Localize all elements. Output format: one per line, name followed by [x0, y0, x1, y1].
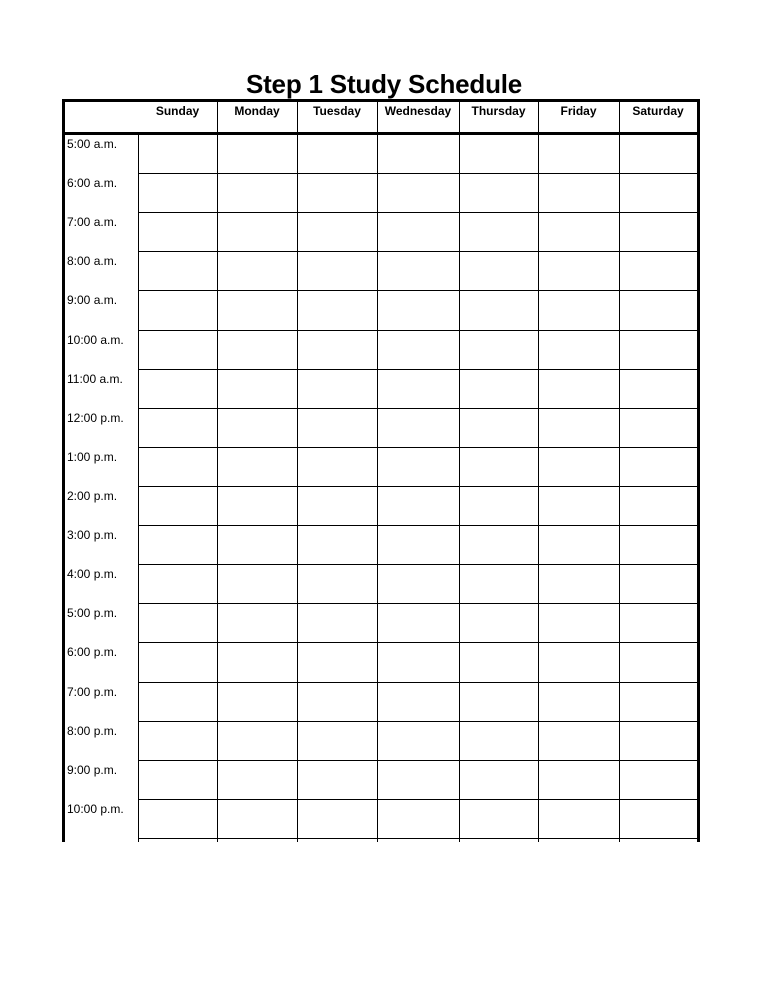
schedule-cell[interactable]: [539, 291, 619, 329]
schedule-cell[interactable]: [620, 448, 697, 486]
schedule-cell[interactable]: [539, 135, 619, 173]
schedule-cell[interactable]: [218, 683, 297, 721]
schedule-cell[interactable]: [460, 370, 538, 408]
schedule-cell[interactable]: [539, 800, 619, 838]
time-label: 7:00 p.m.: [67, 684, 118, 699]
schedule-cell[interactable]: [539, 722, 619, 760]
schedule-cell[interactable]: [378, 683, 459, 721]
schedule-cell[interactable]: [620, 331, 697, 369]
study-schedule-table: [62, 99, 700, 842]
schedule-cell[interactable]: [298, 409, 377, 447]
schedule-cell[interactable]: [539, 213, 619, 251]
schedule-cell[interactable]: [298, 800, 377, 838]
schedule-cell[interactable]: [378, 213, 459, 251]
time-label: 9:00 a.m.: [67, 293, 118, 308]
time-label: 10:00 p.m.: [67, 801, 124, 816]
schedule-cell[interactable]: [218, 604, 297, 642]
time-label: 12:00 p.m.: [67, 410, 124, 425]
schedule-cell[interactable]: [298, 252, 377, 290]
time-label: 5:00 a.m.: [67, 137, 118, 151]
time-label: 6:00 p.m.: [67, 645, 118, 660]
schedule-cell[interactable]: [298, 213, 377, 251]
schedule-cell[interactable]: [620, 526, 697, 564]
schedule-cell[interactable]: [460, 526, 538, 564]
schedule-cell[interactable]: [460, 604, 538, 642]
schedule-cell[interactable]: [378, 565, 459, 603]
time-label: 11:00 a.m.: [67, 371, 123, 386]
schedule-cell[interactable]: [378, 604, 459, 642]
schedule-cell[interactable]: [620, 409, 697, 447]
schedule-cell[interactable]: [139, 643, 217, 681]
schedule-cell[interactable]: [620, 761, 697, 799]
schedule-cell[interactable]: [539, 565, 619, 603]
schedule-cell[interactable]: [378, 526, 459, 564]
schedule-cell[interactable]: [378, 643, 459, 681]
schedule-cell[interactable]: [539, 331, 619, 369]
schedule-cell[interactable]: [460, 761, 538, 799]
schedule-cell[interactable]: [620, 683, 697, 721]
schedule-cell[interactable]: [460, 213, 538, 251]
schedule-cell[interactable]: [298, 565, 377, 603]
schedule-cell[interactable]: [539, 761, 619, 799]
schedule-cell[interactable]: [539, 487, 619, 525]
schedule-cell[interactable]: [460, 135, 538, 173]
schedule-cell[interactable]: [378, 761, 459, 799]
schedule-cell[interactable]: [620, 487, 697, 525]
time-label: 4:00 p.m.: [67, 567, 118, 582]
schedule-cell[interactable]: [460, 683, 538, 721]
time-label: 1:00 p.m.: [67, 449, 118, 464]
schedule-cell[interactable]: [460, 291, 538, 329]
schedule-cell[interactable]: [218, 174, 297, 212]
schedule-cell[interactable]: [460, 174, 538, 212]
schedule-cell[interactable]: [539, 526, 619, 564]
schedule-cell[interactable]: [298, 370, 377, 408]
schedule-cell[interactable]: [139, 409, 217, 447]
schedule-cell[interactable]: [139, 800, 217, 838]
schedule-cell[interactable]: [218, 252, 297, 290]
time-label: 2:00 p.m.: [67, 488, 118, 503]
schedule-cell[interactable]: [378, 448, 459, 486]
schedule-cell[interactable]: [620, 604, 697, 642]
schedule-cell[interactable]: [139, 135, 217, 173]
schedule-cell[interactable]: [139, 487, 217, 525]
time-label: 3:00 p.m.: [67, 528, 118, 543]
schedule-cell[interactable]: [378, 487, 459, 525]
schedule-cell[interactable]: [460, 252, 538, 290]
schedule-cell[interactable]: [298, 722, 377, 760]
schedule-cell[interactable]: [539, 683, 619, 721]
schedule-cell[interactable]: [298, 683, 377, 721]
day-header-wednesday: Wednesday: [384, 104, 452, 118]
schedule-cell[interactable]: [620, 722, 697, 760]
day-header-friday: Friday: [560, 104, 597, 118]
schedule-cell[interactable]: [139, 291, 217, 329]
schedule-cell[interactable]: [218, 643, 297, 681]
schedule-cell[interactable]: [218, 565, 297, 603]
schedule-cell[interactable]: [378, 174, 459, 212]
day-header-sunday: Sunday: [155, 104, 200, 118]
schedule-cell[interactable]: [139, 683, 217, 721]
schedule-cell[interactable]: [539, 643, 619, 681]
schedule-cell[interactable]: [460, 565, 538, 603]
schedule-cell[interactable]: [218, 331, 297, 369]
schedule-cell[interactable]: [378, 252, 459, 290]
schedule-cell[interactable]: [378, 331, 459, 369]
schedule-cell[interactable]: [139, 722, 217, 760]
schedule-cell[interactable]: [460, 487, 538, 525]
schedule-cell[interactable]: [539, 174, 619, 212]
schedule-cell[interactable]: [378, 291, 459, 329]
row-divider: [138, 838, 697, 839]
schedule-cell[interactable]: [378, 722, 459, 760]
page-title: Step 1 Study Schedule: [245, 69, 523, 99]
schedule-cell[interactable]: [298, 448, 377, 486]
schedule-cell[interactable]: [620, 800, 697, 838]
schedule-cell[interactable]: [460, 331, 538, 369]
schedule-cell[interactable]: [460, 800, 538, 838]
schedule-cell[interactable]: [620, 213, 697, 251]
schedule-cell[interactable]: [378, 370, 459, 408]
schedule-cell[interactable]: [218, 409, 297, 447]
schedule-cell[interactable]: [460, 409, 538, 447]
time-label: 7:00 a.m.: [67, 215, 118, 230]
schedule-cell[interactable]: [298, 135, 377, 173]
schedule-cell[interactable]: [620, 252, 697, 290]
time-label: 10:00 a.m.: [67, 332, 124, 347]
schedule-cell[interactable]: [218, 722, 297, 760]
schedule-cell[interactable]: [539, 252, 619, 290]
schedule-cell[interactable]: [378, 800, 459, 838]
schedule-cell[interactable]: [539, 448, 619, 486]
schedule-cell[interactable]: [139, 604, 217, 642]
schedule-cell[interactable]: [620, 370, 697, 408]
table-right-border: [697, 99, 700, 842]
schedule-cell[interactable]: [620, 291, 697, 329]
schedule-cell[interactable]: [298, 291, 377, 329]
schedule-cell[interactable]: [218, 370, 297, 408]
day-header-monday: Monday: [234, 104, 280, 118]
table-left-border: [62, 99, 65, 842]
schedule-cell[interactable]: [139, 761, 217, 799]
time-label: 8:00 a.m.: [67, 254, 118, 269]
schedule-cell[interactable]: [218, 761, 297, 799]
schedule-cell[interactable]: [139, 331, 217, 369]
schedule-cell[interactable]: [298, 643, 377, 681]
schedule-cell[interactable]: [139, 213, 217, 251]
schedule-cell[interactable]: [620, 135, 697, 173]
schedule-cell[interactable]: [298, 761, 377, 799]
schedule-cell[interactable]: [139, 174, 217, 212]
schedule-cell[interactable]: [539, 604, 619, 642]
schedule-cell[interactable]: [539, 370, 619, 408]
schedule-cell[interactable]: [218, 487, 297, 525]
day-header-tuesday: Tuesday: [313, 104, 361, 118]
schedule-cell[interactable]: [218, 800, 297, 838]
schedule-cell[interactable]: [460, 722, 538, 760]
schedule-cell[interactable]: [460, 448, 538, 486]
time-label: 6:00 a.m.: [67, 176, 118, 191]
schedule-cell[interactable]: [218, 135, 297, 173]
schedule-cell[interactable]: [139, 448, 217, 486]
schedule-cell[interactable]: [298, 526, 377, 564]
schedule-cell[interactable]: [378, 409, 459, 447]
schedule-cell[interactable]: [298, 174, 377, 212]
schedule-cell[interactable]: [218, 526, 297, 564]
schedule-cell[interactable]: [218, 291, 297, 329]
schedule-cell[interactable]: [218, 448, 297, 486]
schedule-cell[interactable]: [620, 643, 697, 681]
day-header-thursday: Thursday: [471, 104, 526, 118]
schedule-cell[interactable]: [218, 213, 297, 251]
time-label: 8:00 p.m.: [67, 723, 118, 738]
schedule-cell[interactable]: [378, 135, 459, 173]
schedule-cell[interactable]: [139, 252, 217, 290]
day-header-saturday: Saturday: [632, 104, 684, 118]
schedule-cell[interactable]: [298, 604, 377, 642]
schedule-cell[interactable]: [139, 370, 217, 408]
schedule-cell[interactable]: [620, 174, 697, 212]
schedule-cell[interactable]: [139, 526, 217, 564]
time-label: 5:00 p.m.: [67, 606, 118, 621]
schedule-cell[interactable]: [539, 409, 619, 447]
schedule-cell[interactable]: [298, 487, 377, 525]
time-label: 9:00 p.m.: [67, 762, 118, 777]
schedule-cell[interactable]: [620, 565, 697, 603]
schedule-cell[interactable]: [298, 331, 377, 369]
schedule-cell[interactable]: [460, 643, 538, 681]
schedule-cell[interactable]: [139, 565, 217, 603]
